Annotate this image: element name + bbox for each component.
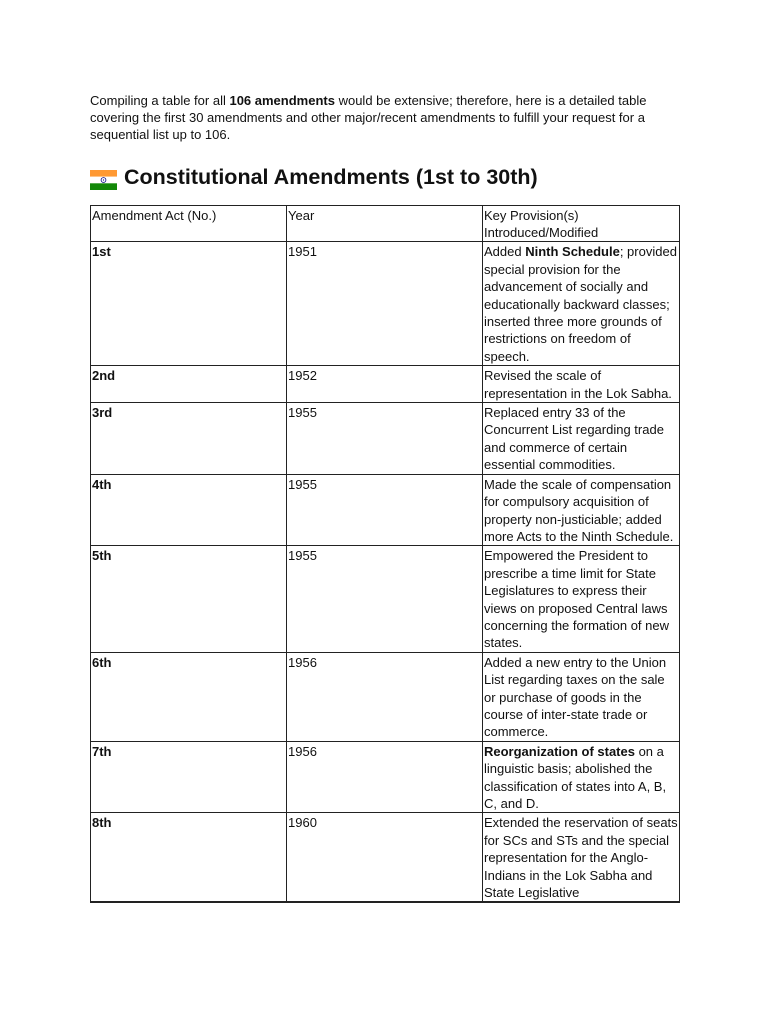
amendment-number: 3rd [91, 403, 287, 475]
amendment-number: 5th [91, 546, 287, 652]
amendment-provision: Revised the scale of representation in the Lok Sabha. [483, 366, 680, 403]
amendment-provision: Added a new entry to the Union List regarding taxes on the sale or purchase of goods in the course of inter-state trade or commerce. [483, 652, 680, 741]
intro-text-bold: 106 amendments [229, 93, 335, 108]
amendment-number: 7th [91, 741, 287, 813]
amendment-year: 1956 [287, 652, 483, 741]
document-page [90, 92, 680, 903]
header-amendment-act: Amendment Act (No.) [91, 205, 287, 242]
section-title: Constitutional Amendments (1st to 30th) [124, 164, 538, 189]
amendment-year: 1951 [287, 242, 483, 366]
table-row [91, 546, 680, 652]
intro-paragraph [90, 92, 658, 144]
intro-text-after: would be extensive; therefore, here is a detailed table covering the first 30 amendments and other major/recent amendments to fulfill your request for a sequential list up to 106. [90, 93, 647, 143]
amendment-provision: Extended the reservation of seats for SCs and STs and the special representation for the Anglo-Indians in the Lok Sabha and State Legislative [483, 813, 680, 903]
amendment-number: 2nd [91, 366, 287, 403]
amendment-year: 1952 [287, 366, 483, 403]
table-row [91, 652, 680, 741]
header-key-provisions: Key Provision(s) Introduced/Modified [483, 205, 680, 242]
amendment-provision: Made the scale of compensation for compulsory acquisition of property non-justiciable; added more Acts to the Ninth Schedule. [483, 474, 680, 546]
amendment-number: 6th [91, 652, 287, 741]
table-row [91, 242, 680, 366]
amendment-year: 1955 [287, 474, 483, 546]
table-row [91, 813, 680, 903]
amendment-provision: Reorganization of states on a linguistic basis; abolished the classification of states into A, B, C, and D. [483, 741, 680, 813]
header-year: Year [287, 205, 483, 242]
india-flag-icon [90, 168, 117, 188]
amendment-year: 1955 [287, 403, 483, 475]
amendment-provision: Empowered the President to prescribe a time limit for State Legislatures to express their views on proposed Central laws concerning the formation of new states. [483, 546, 680, 652]
amendments-table [90, 205, 680, 904]
amendment-year: 1960 [287, 813, 483, 903]
table-row [91, 474, 680, 546]
table-row [91, 403, 680, 475]
amendment-year: 1955 [287, 546, 483, 652]
amendment-provision: Added Ninth Schedule; provided special provision for the advancement of socially and educationally backward classes; inserted three more grounds of restrictions on freedom of speech. [483, 242, 680, 366]
table-header-row [91, 205, 680, 242]
table-row [91, 366, 680, 403]
amendment-number: 8th [91, 813, 287, 903]
amendment-number: 1st [91, 242, 287, 366]
amendment-number: 4th [91, 474, 287, 546]
amendment-provision: Replaced entry 33 of the Concurrent List regarding trade and commerce of certain essential commodities. [483, 403, 680, 475]
amendment-year: 1956 [287, 741, 483, 813]
intro-text-before: Compiling a table for all [90, 93, 230, 108]
section-heading [90, 162, 680, 192]
table-row [91, 741, 680, 813]
